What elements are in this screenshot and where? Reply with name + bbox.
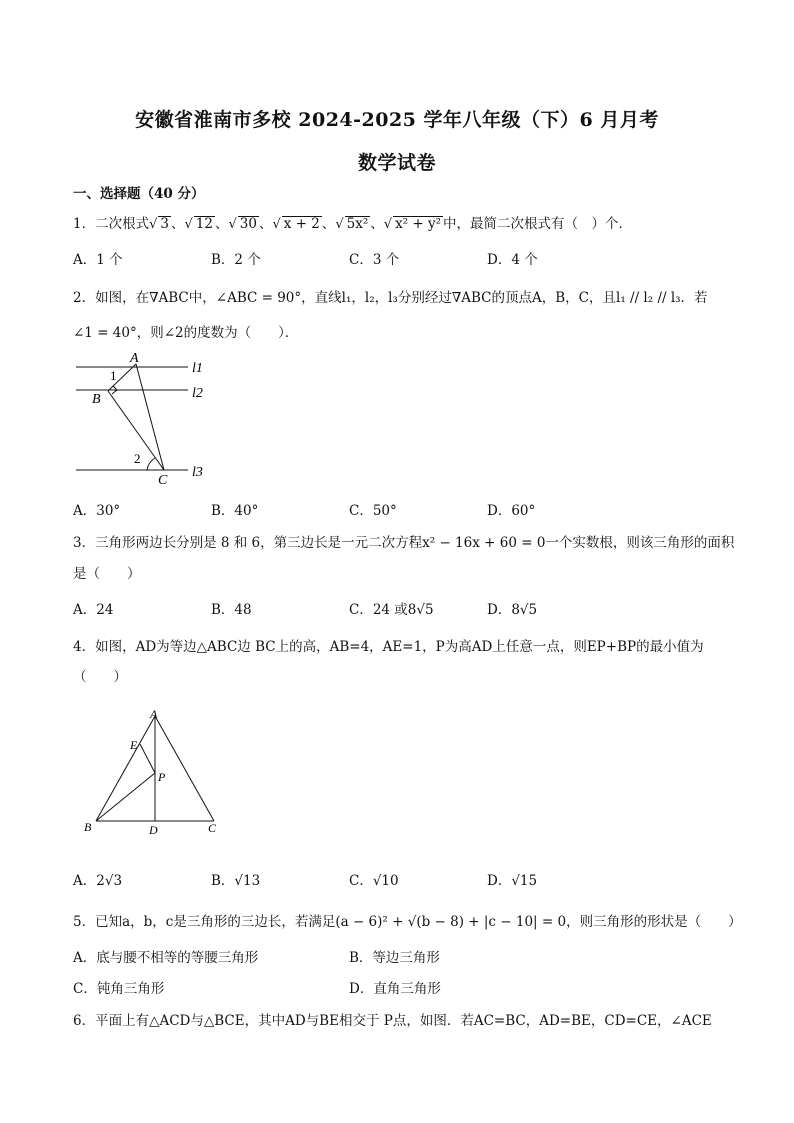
label-l2: l2: [192, 386, 203, 401]
segment-bp: [96, 773, 155, 821]
label-a: A: [130, 351, 139, 366]
q2-line-2: ∠1 = 40°，则∠2的度数为（ ）．: [73, 325, 299, 341]
q1-sep: 、: [170, 216, 185, 232]
label-l3: l3: [192, 465, 203, 480]
q3-option-c: C．24 或8√5: [349, 602, 434, 618]
label-a: A: [150, 707, 158, 721]
q1-suffix: 中，最简二次根式有（ ）个．: [443, 216, 633, 232]
label-e: E: [130, 738, 138, 752]
q4-option-a: A．2√3: [73, 873, 123, 889]
segment-ab: [96, 716, 155, 821]
q1-radical-6: x² + y²: [395, 216, 442, 232]
label-b: B: [92, 392, 101, 407]
q1-radical-3: 30: [239, 216, 257, 232]
q3-option-d: D．8√5: [487, 602, 538, 618]
q1-sep: 、: [370, 216, 384, 232]
label-b: B: [84, 820, 92, 834]
q5-option-d: D．直角三角形: [349, 981, 441, 997]
q1-sep: 、: [321, 216, 336, 232]
q1-sep: 、: [258, 216, 273, 232]
q4-figure: [80, 706, 225, 838]
q3-line-1: 3．三角形两边长分别是 8 和 6，第三边长是一元二次方程x² − 16x + 60 = 0一个实数根，则该三角形的面积: [73, 535, 735, 551]
q1-radical-4: x + 2: [283, 216, 320, 232]
label-p: P: [158, 770, 166, 784]
q4-option-c: C．√10: [349, 873, 399, 889]
q1-option-c: C．3 个: [349, 252, 400, 268]
label-c: C: [158, 473, 168, 488]
q2-option-c: C．50°: [349, 503, 397, 519]
q1-radical-1: 3: [160, 216, 169, 232]
q5-option-b: B．等边三角形: [349, 950, 440, 966]
q4-line-1: 4．如图，AD为等边△ABC边 BC上的高，AB=4，AE=1，P为高AD上任意一点，则EP+BP的最小值为: [73, 639, 704, 655]
q4-option-d: D．√15: [487, 873, 538, 889]
segment-ac: [155, 716, 214, 821]
exam-subtitle: 数学试卷: [357, 152, 436, 174]
label-angle-2: 2: [134, 451, 141, 466]
question-1: 1．二次根式√ 3 、√ 12 、√ 30 、√ x + 2 、√ 5x² 、√ x² + y² 中，最简二次根式有（ ）个．: [73, 216, 633, 232]
label-l1: l1: [192, 361, 203, 376]
q6-line-1: 6．平面上有△ACD与△BCE，其中AD与BE相交于 P点，如图．若AC=BC，AD=BE，CD=CE，∠ACE: [73, 1013, 712, 1029]
q1-radical-2: 12: [195, 216, 213, 232]
q4-line-2: （ ）: [73, 669, 127, 685]
q5-option-c: C．钝角三角形: [73, 981, 165, 997]
label-angle-1: 1: [110, 368, 117, 383]
section-heading: 一、选择题（40 分）: [73, 186, 205, 202]
q2-option-a: A．30°: [73, 503, 121, 519]
q2-option-b: B．40°: [211, 503, 259, 519]
angle-2-arc: [147, 458, 155, 470]
q1-sep: 、: [214, 216, 229, 232]
q2-option-d: D．60°: [487, 503, 536, 519]
q3-option-a: A．24: [73, 602, 114, 618]
q4-option-b: B．√13: [211, 873, 261, 889]
q2-line-1: 2．如图，在∇ABC中，∠ABC = 90°，直线l₁，l₂，l₃分别经过∇ABC的顶点A，B，C，且l₁ // l₂ // l₃．若: [73, 290, 708, 306]
q1-option-d: D．4 个: [487, 252, 538, 268]
label-d: D: [149, 823, 158, 837]
q3-option-b: B．48: [211, 602, 252, 618]
label-c: C: [208, 821, 217, 835]
q2-figure: [70, 348, 220, 488]
q1-prefix: 1．二次根式: [73, 216, 150, 232]
exam-title: 安徽省淮南市多校 2024-2025 学年八年级（下）6 月月考: [135, 109, 659, 131]
q5-line-1: 5．已知a，b，c是三角形的三边长，若满足(a − 6)² + √(b − 8) + |c − 10| = 0，则三角形的形状是（ ）: [73, 914, 742, 930]
q5-option-a: A．底与腰不相等的等腰三角形: [73, 950, 259, 966]
q3-line-2: 是（ ）: [73, 566, 141, 582]
segment-ep: [140, 744, 155, 773]
q1-option-a: A．1 个: [73, 252, 123, 268]
q1-option-b: B．2 个: [211, 252, 261, 268]
q1-radical-5: 5x²: [346, 216, 369, 232]
